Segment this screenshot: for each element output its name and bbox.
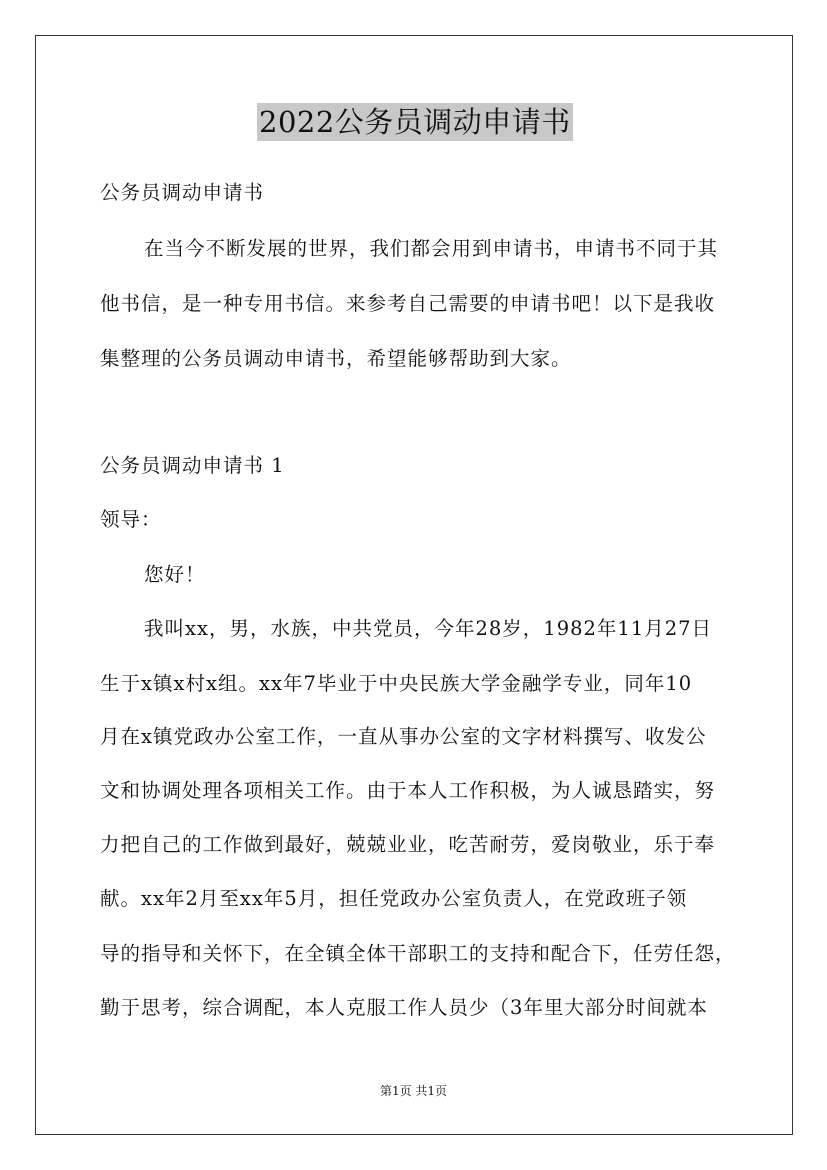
intro-line: 集整理的公务员调动申请书，希望能够帮助到大家。: [100, 347, 572, 370]
body-line: 勤于思考，综合调配，本人克服工作人员少（3年里大部分时间就本: [100, 996, 708, 1019]
intro-heading: 公务员调动申请书: [100, 181, 265, 204]
body-line: 力把自己的工作做到最好，兢兢业业，吃苦耐劳，爱岗敬业，乐于奉: [100, 833, 716, 856]
section-heading: 公务员调动申请书 1: [100, 454, 285, 477]
body-line: 我叫xx，男，水族，中共党员，今年28岁，1982年11月27日: [144, 617, 713, 640]
greeting: 您好！: [144, 563, 206, 586]
intro-line: 在当今不断发展的世界，我们都会用到申请书，申请书不同于其: [144, 237, 719, 260]
body-line: 献。xx年2月至xx年5月，担任党政办公室负责人，在党政班子领: [100, 887, 688, 910]
body-line: 导的指导和关怀下，在全镇全体干部职工的支持和配合下，任劳任怨，: [100, 942, 736, 965]
document-title: 2022公务员调动申请书: [259, 105, 571, 139]
intro-line: 他书信，是一种专用书信。来参考自己需要的申请书吧！以下是我收: [100, 292, 716, 315]
salutation: 领导：: [100, 508, 162, 531]
page-number-footer: 第1页 共1页: [379, 1084, 448, 1098]
body-line: 生于x镇x村x组。xx年7毕业于中央民族大学金融学专业，同年10: [100, 672, 693, 695]
body-line: 文和协调处理各项相关工作。由于本人工作积极，为人诚恳踏实，努: [100, 779, 716, 802]
body-line: 月在x镇党政办公室工作，一直从事办公室的文字材料撰写、收发公: [100, 725, 707, 748]
